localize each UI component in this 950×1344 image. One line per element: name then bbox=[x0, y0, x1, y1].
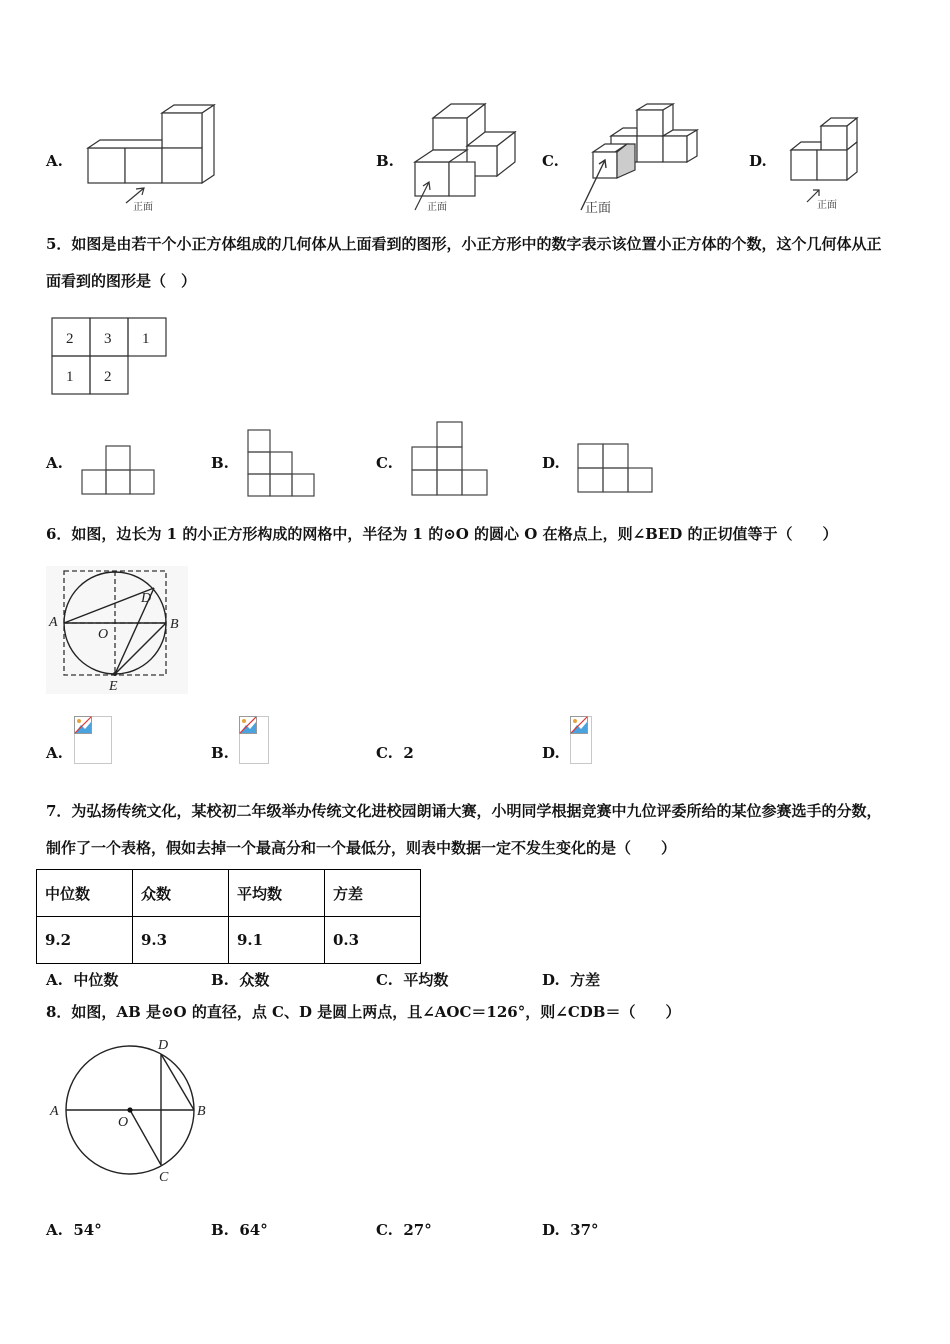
q4-option-c-letter[interactable]: C. bbox=[542, 152, 559, 170]
q7-option-a[interactable] bbox=[46, 969, 118, 990]
q7-option-a-letter: A. bbox=[46, 971, 63, 989]
q5-top-view-grid bbox=[46, 314, 171, 396]
q6-option-b-letter[interactable]: B. bbox=[211, 744, 229, 762]
q4-option-a-figure bbox=[86, 103, 221, 215]
q8-option-d-letter: D. bbox=[542, 1221, 560, 1239]
q7-stats-table bbox=[36, 869, 421, 964]
q8-circle-figure bbox=[46, 1034, 216, 1186]
q5-option-d-figure bbox=[576, 442, 656, 496]
q8-option-a[interactable] bbox=[46, 1221, 102, 1239]
q6-option-d-image-placeholder bbox=[570, 716, 592, 764]
q4-option-c-figure bbox=[575, 100, 705, 216]
q8-option-c[interactable] bbox=[376, 1221, 432, 1239]
q6-label-a: A bbox=[49, 615, 58, 630]
q4-option-d-letter[interactable]: D. bbox=[749, 152, 767, 170]
q8-label-d: D bbox=[158, 1038, 169, 1053]
q6-circle-figure bbox=[46, 566, 188, 694]
table-header-cell: 方差 bbox=[325, 870, 421, 917]
q6-option-d-letter[interactable]: D. bbox=[542, 744, 560, 762]
q7-option-d[interactable] bbox=[542, 969, 600, 990]
q5-grid-cell: 1 bbox=[142, 331, 150, 347]
q5-grid-cell: 1 bbox=[66, 369, 74, 385]
q7-option-c-value: 平均数 bbox=[403, 971, 449, 989]
q6-label-e: E bbox=[109, 679, 118, 694]
q5-option-b-figure bbox=[246, 428, 320, 498]
table-header-cell: 众数 bbox=[133, 870, 229, 917]
q6-option-a-letter[interactable]: A. bbox=[46, 744, 63, 762]
q5-grid-cell: 2 bbox=[104, 369, 112, 385]
q7-question-text: 7．为弘扬传统文化，某校初二年级举办传统文化进校园朗诵大赛，小明同学根据竞赛中九位评委所给的某位参赛选手的分数，制作了一个表格，假如去掉一个最高分和一个最低分，则表中数据一定不发生变化的是（ ） bbox=[46, 802, 882, 857]
q7-option-d-value: 方差 bbox=[570, 971, 601, 989]
q7-option-c-letter: C. bbox=[376, 971, 393, 989]
q7-option-b-value: 众数 bbox=[239, 971, 270, 989]
table-cell: 0.3 bbox=[325, 917, 421, 964]
q4-option-a-letter[interactable]: A. bbox=[46, 152, 63, 170]
table-header-cell: 中位数 bbox=[37, 870, 133, 917]
q4-option-b-figure bbox=[405, 100, 520, 216]
table-cell: 9.3 bbox=[133, 917, 229, 964]
q6-option-c-letter: C. bbox=[376, 744, 393, 762]
q8-option-a-value: 54° bbox=[73, 1221, 102, 1239]
q7-option-c[interactable] bbox=[376, 969, 448, 990]
broken-image-icon bbox=[570, 716, 588, 734]
q8-option-b[interactable] bbox=[211, 1221, 268, 1239]
q7-option-d-letter: D. bbox=[542, 971, 560, 989]
q6-option-a-image-placeholder bbox=[74, 716, 112, 764]
q8-option-c-letter: C. bbox=[376, 1221, 393, 1239]
q5-option-a-letter[interactable]: A. bbox=[46, 454, 63, 472]
table-header-cell: 平均数 bbox=[229, 870, 325, 917]
q8-option-d-value: 37° bbox=[570, 1221, 599, 1239]
q8-question-text: 8．如图，AB 是⊙O 的直径，点 C、D 是圆上两点，且∠AOC＝126°，则∠CDB＝（ ） bbox=[46, 1003, 681, 1021]
q5-option-a-figure bbox=[80, 444, 160, 498]
q6-question-text: 6．如图，边长为 1 的小正方形构成的网格中，半径为 1 的⊙O 的圆心 O 在格点上，则∠BED 的正切值等于（ ） bbox=[46, 525, 838, 543]
q4-option-a-front-label: 正面 bbox=[133, 202, 153, 213]
q5-option-b-letter[interactable]: B. bbox=[211, 454, 229, 472]
q4-option-b-letter[interactable]: B. bbox=[376, 152, 394, 170]
q8-label-a: A bbox=[50, 1104, 59, 1119]
table-cell: 9.1 bbox=[229, 917, 325, 964]
q8-option-d[interactable] bbox=[542, 1221, 599, 1239]
q5-option-c-figure bbox=[410, 420, 492, 498]
q5-grid-cell: 2 bbox=[66, 331, 74, 347]
broken-image-icon bbox=[74, 716, 92, 734]
q5-question-text: 5．如图是由若干个小正方体组成的几何体从上面看到的图形，小正方形中的数字表示该位置小正方体的个数，这个几何体从正面看到的图形是（ ） bbox=[46, 235, 882, 290]
q8-option-b-value: 64° bbox=[239, 1221, 268, 1239]
q6-label-b: B bbox=[170, 617, 179, 632]
q8-label-o: O bbox=[118, 1115, 129, 1130]
q6-label-d: D bbox=[141, 591, 152, 606]
q8-label-c: C bbox=[159, 1170, 169, 1185]
q8-option-b-letter: B. bbox=[211, 1221, 229, 1239]
q7-option-b-letter: B. bbox=[211, 971, 229, 989]
q6-label-o: O bbox=[98, 627, 109, 642]
q8-label-b: B bbox=[197, 1104, 206, 1119]
q5-grid-cell: 3 bbox=[104, 331, 112, 347]
q5-option-d-letter[interactable]: D. bbox=[542, 454, 560, 472]
q7-option-b[interactable] bbox=[211, 969, 269, 990]
q8-option-c-value: 27° bbox=[403, 1221, 432, 1239]
q4-option-b-front-label: 正面 bbox=[427, 202, 447, 213]
q7-option-a-value: 中位数 bbox=[73, 971, 119, 989]
q4-option-c-front-label: 正面 bbox=[585, 201, 612, 216]
q4-option-d-figure bbox=[785, 110, 865, 214]
q5-option-c-letter[interactable]: C. bbox=[376, 454, 393, 472]
table-cell: 9.2 bbox=[37, 917, 133, 964]
table-row bbox=[37, 917, 421, 964]
q8-option-a-letter: A. bbox=[46, 1221, 63, 1239]
q6-option-b-image-placeholder bbox=[239, 716, 269, 764]
q4-option-d-front-label: 正面 bbox=[817, 200, 837, 211]
table-row bbox=[37, 870, 421, 917]
q6-option-c-value: 2 bbox=[403, 744, 414, 762]
q6-option-c[interactable] bbox=[376, 744, 414, 762]
broken-image-icon bbox=[239, 716, 257, 734]
